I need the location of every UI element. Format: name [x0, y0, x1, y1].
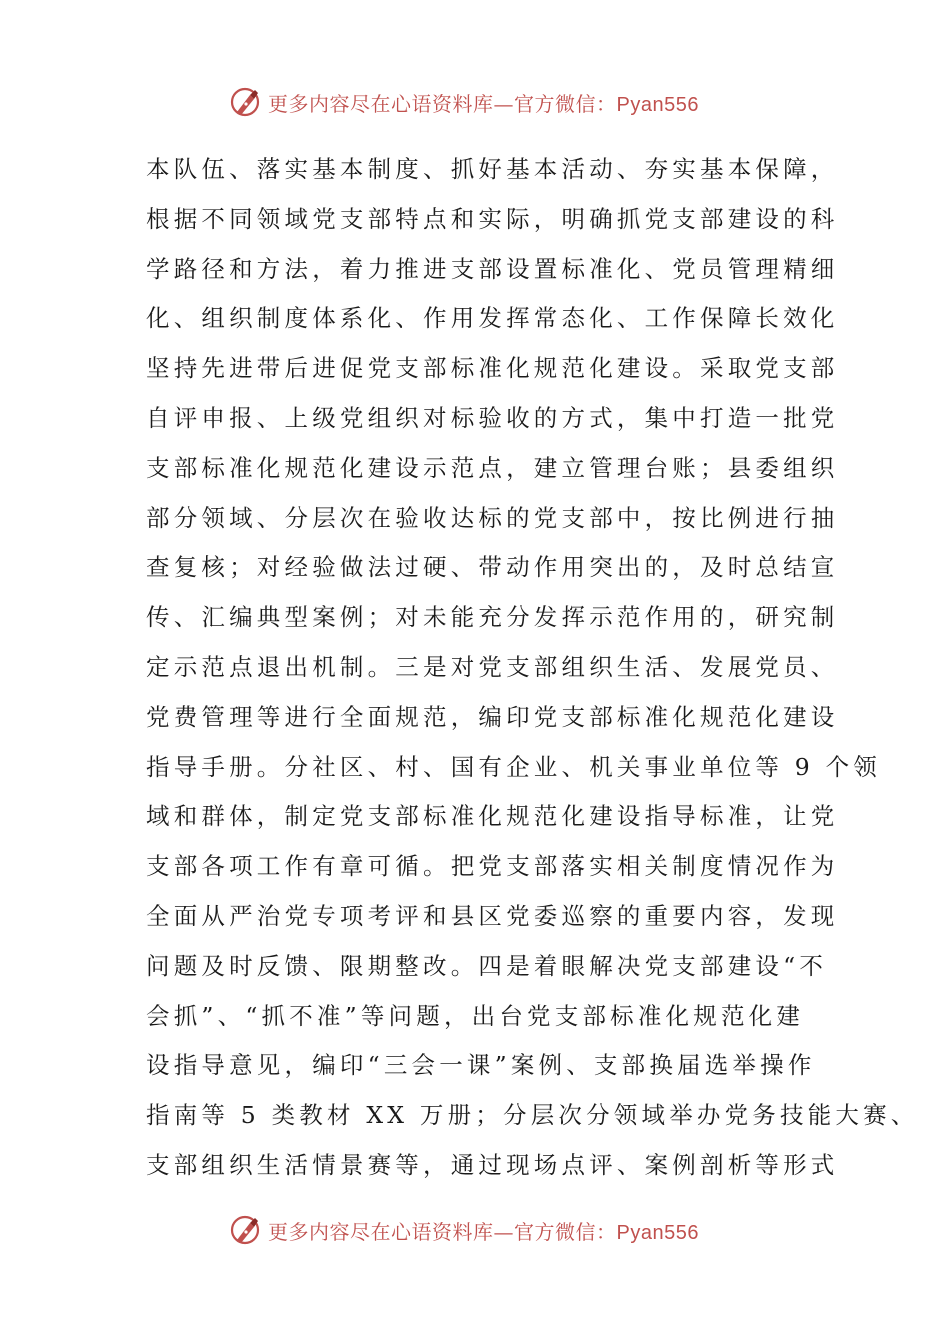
text-line: 定示范点退出机制。三是对党支部组织生活、发展党员、	[146, 652, 839, 681]
text-line: 问题及时反馈、限期整改。四是着眼解决党支部建设“不	[146, 951, 828, 980]
wechat-id: Pyan556	[616, 93, 699, 116]
text-line: 设指导意见，编印“三会一课”案例、支部换届选举操作	[146, 1051, 816, 1080]
text-line: 自评申报、上级党组织对标验收的方式，集中打造一批党	[146, 403, 839, 432]
text-line: 支部组织生活情景赛等，通过现场点评、案例剖析等形式	[146, 1150, 839, 1179]
text-line: 查复核；对经验做法过硬、带动作用突出的，及时总结宣	[146, 553, 839, 582]
text-line: 支部标准化规范化建设示范点，建立管理台账；县委组织	[146, 453, 839, 482]
text-line: 域和群体，制定党支部标准化规范化建设指导标准，让党	[146, 802, 839, 831]
header-banner	[228, 82, 788, 122]
text-line: 支部各项工作有章可循。把党支部落实相关制度情况作为	[146, 852, 839, 881]
text-line: 学路径和方法，着力推进支部设置标准化、党员管理精细	[146, 254, 839, 283]
text-line: 部分领域、分层次在验收达标的党支部中，按比例进行抽	[146, 503, 839, 532]
text-line: 会抓”、“抓不准”等问题，出台党支部标准化规范化建	[146, 1001, 805, 1030]
text-line: 根据不同领域党支部特点和实际，明确抓党支部建设的科	[146, 204, 839, 233]
document-body	[146, 145, 919, 1191]
footer-banner-text: 更多内容尽在心语资料库—官方微信：Pyan556	[268, 1219, 699, 1244]
text-line: 指导手册。分社区、村、国有企业、机关事业单位等 9 个领	[146, 752, 881, 781]
text-line: 化、组织制度体系化、作用发挥常态化、工作保障长效化	[146, 304, 839, 333]
text-line: 传、汇编典型案例；对未能充分发挥示范作用的，研究制	[146, 603, 839, 632]
text-line: 坚持先进带后进促党支部标准化规范化建设。采取党支部	[146, 354, 839, 383]
text-line: 全面从严治党专项考评和县区党委巡察的重要内容，发现	[146, 901, 839, 930]
pen-nib-circle-icon	[228, 1213, 262, 1247]
pen-nib-circle-icon	[228, 85, 262, 119]
text-line: 党费管理等进行全面规范，编印党支部标准化规范化建设	[146, 702, 839, 731]
text-line: 指南等 5 类教材 XX 万册；分层次分领域举办党务技能大赛、	[146, 1101, 919, 1130]
text-line: 本队伍、落实基本制度、抓好基本活动、夯实基本保障，	[146, 155, 839, 183]
wechat-id: Pyan556	[616, 1221, 699, 1244]
footer-banner	[228, 1210, 788, 1250]
header-banner-text: 更多内容尽在心语资料库—官方微信：Pyan556	[268, 91, 699, 116]
